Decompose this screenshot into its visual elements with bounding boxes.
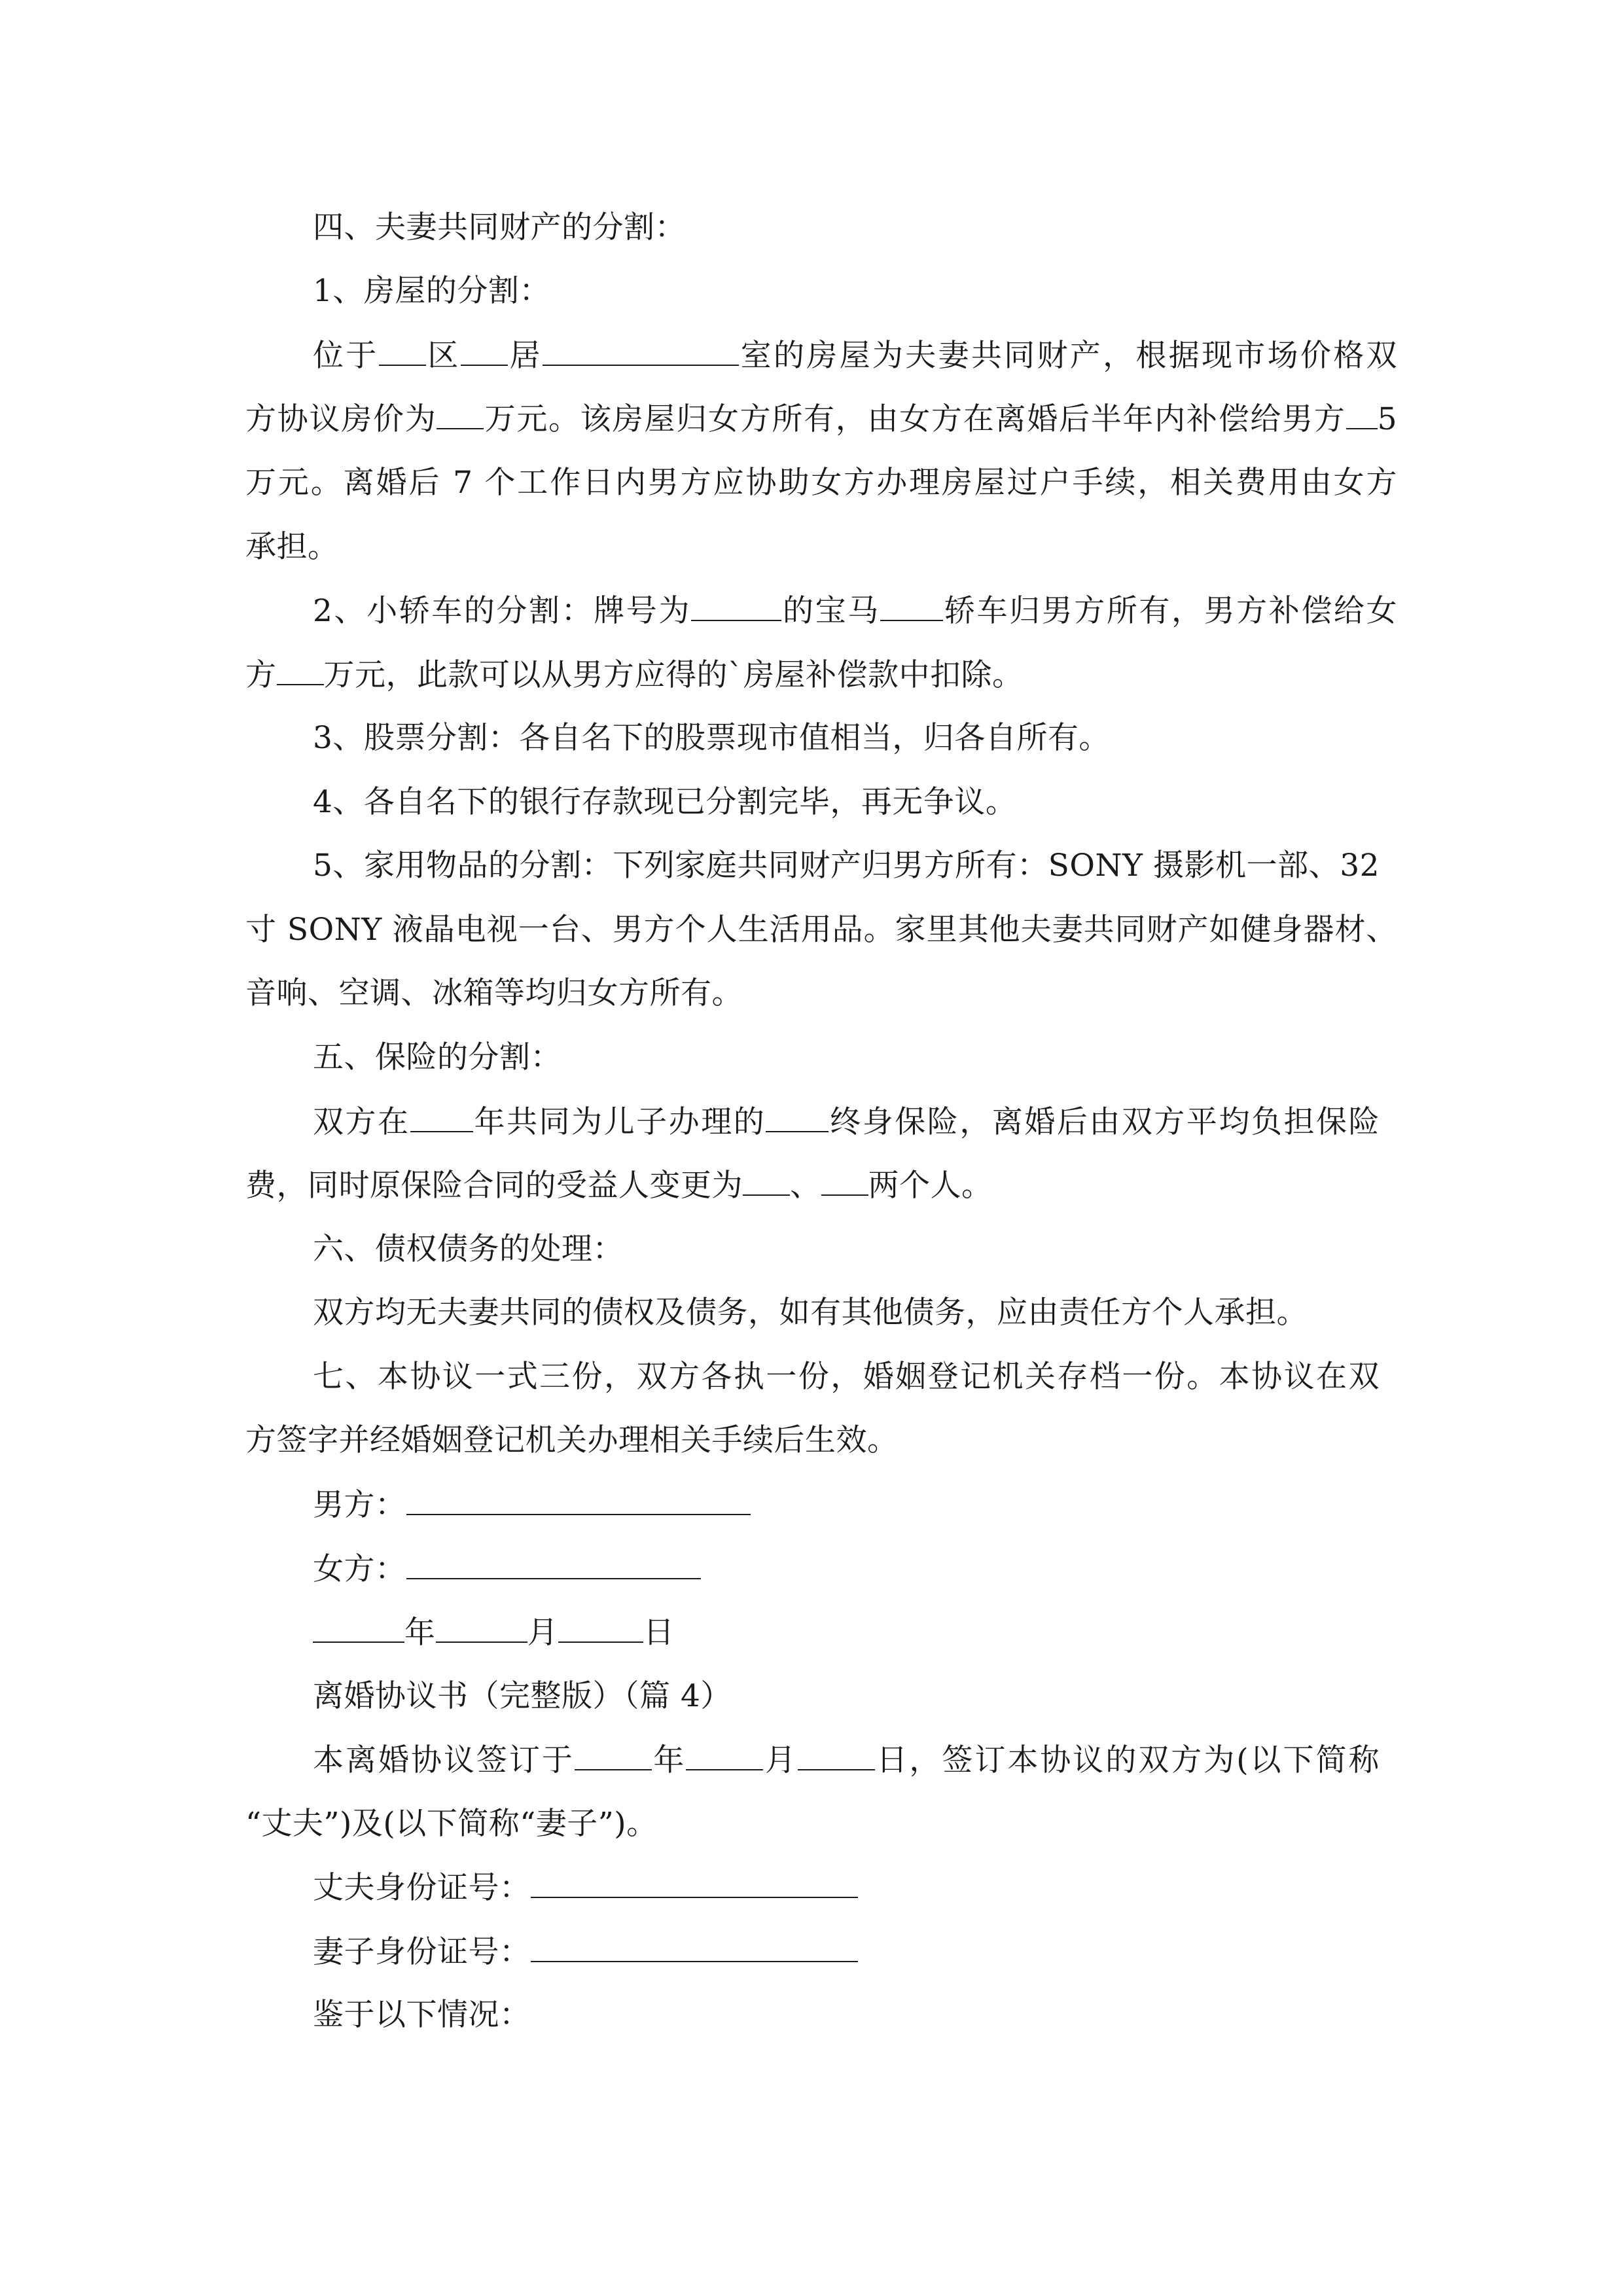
debt-paragraph: 双方均无夫妻共同的债权及债务，如有其他债务，应由责任方个人承担。 bbox=[313, 1295, 1308, 1331]
woman-signature-blank bbox=[406, 1549, 701, 1579]
text-segment: 两个人。 bbox=[868, 1168, 993, 1204]
year-blank bbox=[313, 1613, 404, 1643]
insurance-paragraph-line-1 bbox=[313, 1102, 1380, 1141]
husband-id-label: 丈夫身份证号： bbox=[313, 1870, 531, 1906]
text-segment: 方 bbox=[245, 657, 277, 693]
beneficiary-1-blank bbox=[743, 1166, 790, 1196]
text-segment: 室的房屋为夫妻共同财产，根据现市场价格双 bbox=[738, 338, 1398, 374]
text-segment: 2、小轿车的分割：牌号为 bbox=[313, 593, 691, 629]
sign-year-blank bbox=[575, 1740, 652, 1770]
insurance-year-blank bbox=[410, 1102, 473, 1132]
woman-label: 女方： bbox=[313, 1551, 406, 1587]
text-segment: 月 bbox=[763, 1742, 798, 1778]
date-line bbox=[313, 1613, 1465, 1652]
text-segment: 双方在 bbox=[313, 1104, 410, 1140]
man-signature-blank bbox=[406, 1485, 751, 1515]
wife-id-line bbox=[313, 1932, 1465, 1971]
wife-id-blank bbox=[531, 1932, 858, 1962]
residence-blank bbox=[461, 336, 508, 366]
husband-id-line bbox=[313, 1868, 1465, 1907]
article-4-title: 离婚协议书（完整版）（篇 4） bbox=[313, 1678, 732, 1714]
room-blank bbox=[543, 336, 739, 366]
house-paragraph-line-3: 万元。离婚后 7 个工作日内男方应协助女方办理房屋过户手续，相关费用由女方 bbox=[245, 465, 1397, 501]
text-segment: 日，签订本协议的双方为(以下简称 bbox=[874, 1742, 1380, 1778]
text-segment: 位于 bbox=[313, 338, 379, 374]
compensation-blank bbox=[1346, 399, 1378, 429]
item-3-stocks: 3、股票分割：各自名下的股票现市值相当，归各自所有。 bbox=[313, 720, 1110, 756]
district-blank bbox=[379, 336, 426, 366]
month-blank bbox=[436, 1613, 527, 1643]
section-5-heading: 五、保险的分割： bbox=[313, 1039, 562, 1075]
text-segment: 的宝马 bbox=[781, 593, 880, 629]
insurance-name-blank bbox=[766, 1102, 829, 1132]
item-5-line-1: 5、家用物品的分割：下列家庭共同财产归男方所有：SONY 摄影机一部、32 bbox=[313, 848, 1380, 884]
text-segment: 方协议房价为 bbox=[245, 401, 437, 437]
text-segment: 终身保险，离婚后由双方平均负担保险 bbox=[829, 1104, 1380, 1140]
text-segment: 费，同时原保险合同的受益人变更为 bbox=[245, 1168, 743, 1204]
plate-blank bbox=[691, 591, 781, 621]
husband-id-blank bbox=[531, 1868, 858, 1898]
day-blank bbox=[558, 1613, 643, 1643]
text-segment: 轿车归男方所有，男方补偿给女 bbox=[942, 593, 1398, 629]
price-blank bbox=[437, 399, 484, 429]
item-5-line-2: 寸 SONY 液晶电视一台、男方个人生活用品。家里其他夫妻共同财产如健身器材、 bbox=[245, 912, 1397, 948]
text-segment: 本离婚协议签订于 bbox=[313, 1742, 575, 1778]
sign-month-blank bbox=[686, 1740, 763, 1770]
item-5-line-3: 音响、空调、冰箱等均归女方所有。 bbox=[245, 975, 743, 1011]
house-paragraph-line-1 bbox=[313, 336, 1397, 375]
month-label: 月 bbox=[527, 1615, 558, 1651]
text-segment: 年共同为儿子办理的 bbox=[473, 1104, 766, 1140]
model-blank bbox=[880, 591, 943, 621]
section-4-heading: 四、夫妻共同财产的分割： bbox=[313, 209, 686, 245]
section-6-heading: 六、债权债务的处理： bbox=[313, 1231, 624, 1267]
house-paragraph-line-2 bbox=[245, 399, 1397, 439]
section-7-line-1: 七、本协议一式三份，双方各执一份，婚姻登记机关存档一份。本协议在双 bbox=[313, 1359, 1380, 1395]
text-segment: 区 bbox=[425, 338, 461, 374]
item-4-deposits: 4、各自名下的银行存款现已分割完毕，再无争议。 bbox=[313, 784, 1017, 820]
text-segment: 5 bbox=[1377, 401, 1398, 437]
day-label: 日 bbox=[643, 1615, 675, 1651]
man-signature-line bbox=[313, 1485, 1465, 1524]
signing-paragraph-line-2: “丈夫”)及(以下简称“妻子”)。 bbox=[245, 1806, 658, 1842]
text-segment: 年 bbox=[651, 1742, 687, 1778]
text-segment: 居 bbox=[507, 338, 543, 374]
whereas-heading: 鉴于以下情况： bbox=[313, 1997, 531, 2033]
signing-paragraph-line-1 bbox=[313, 1740, 1380, 1780]
car-paragraph-line-2 bbox=[245, 655, 1397, 694]
sign-day-blank bbox=[798, 1740, 875, 1770]
section-7-line-2: 方签字并经婚姻登记机关办理相关手续后生效。 bbox=[245, 1422, 899, 1458]
woman-signature-line bbox=[313, 1549, 1465, 1588]
man-label: 男方： bbox=[313, 1487, 406, 1523]
wife-id-label: 妻子身份证号： bbox=[313, 1934, 531, 1970]
beneficiary-2-blank bbox=[821, 1166, 868, 1196]
car-paragraph-line-1 bbox=[313, 591, 1397, 630]
text-segment: 万元。该房屋归女方所有，由女方在离婚后半年内补偿给男方 bbox=[484, 401, 1346, 437]
car-amount-blank bbox=[277, 655, 324, 685]
year-label: 年 bbox=[404, 1615, 436, 1651]
text-segment: 万元，此款可以从男方应得的`房屋补偿款中扣除。 bbox=[323, 657, 1024, 693]
house-paragraph-line-4: 承担。 bbox=[245, 529, 339, 565]
item-1-heading: 1、房屋的分割： bbox=[313, 273, 550, 309]
text-segment: 、 bbox=[790, 1168, 821, 1204]
insurance-paragraph-line-2 bbox=[245, 1166, 1397, 1205]
